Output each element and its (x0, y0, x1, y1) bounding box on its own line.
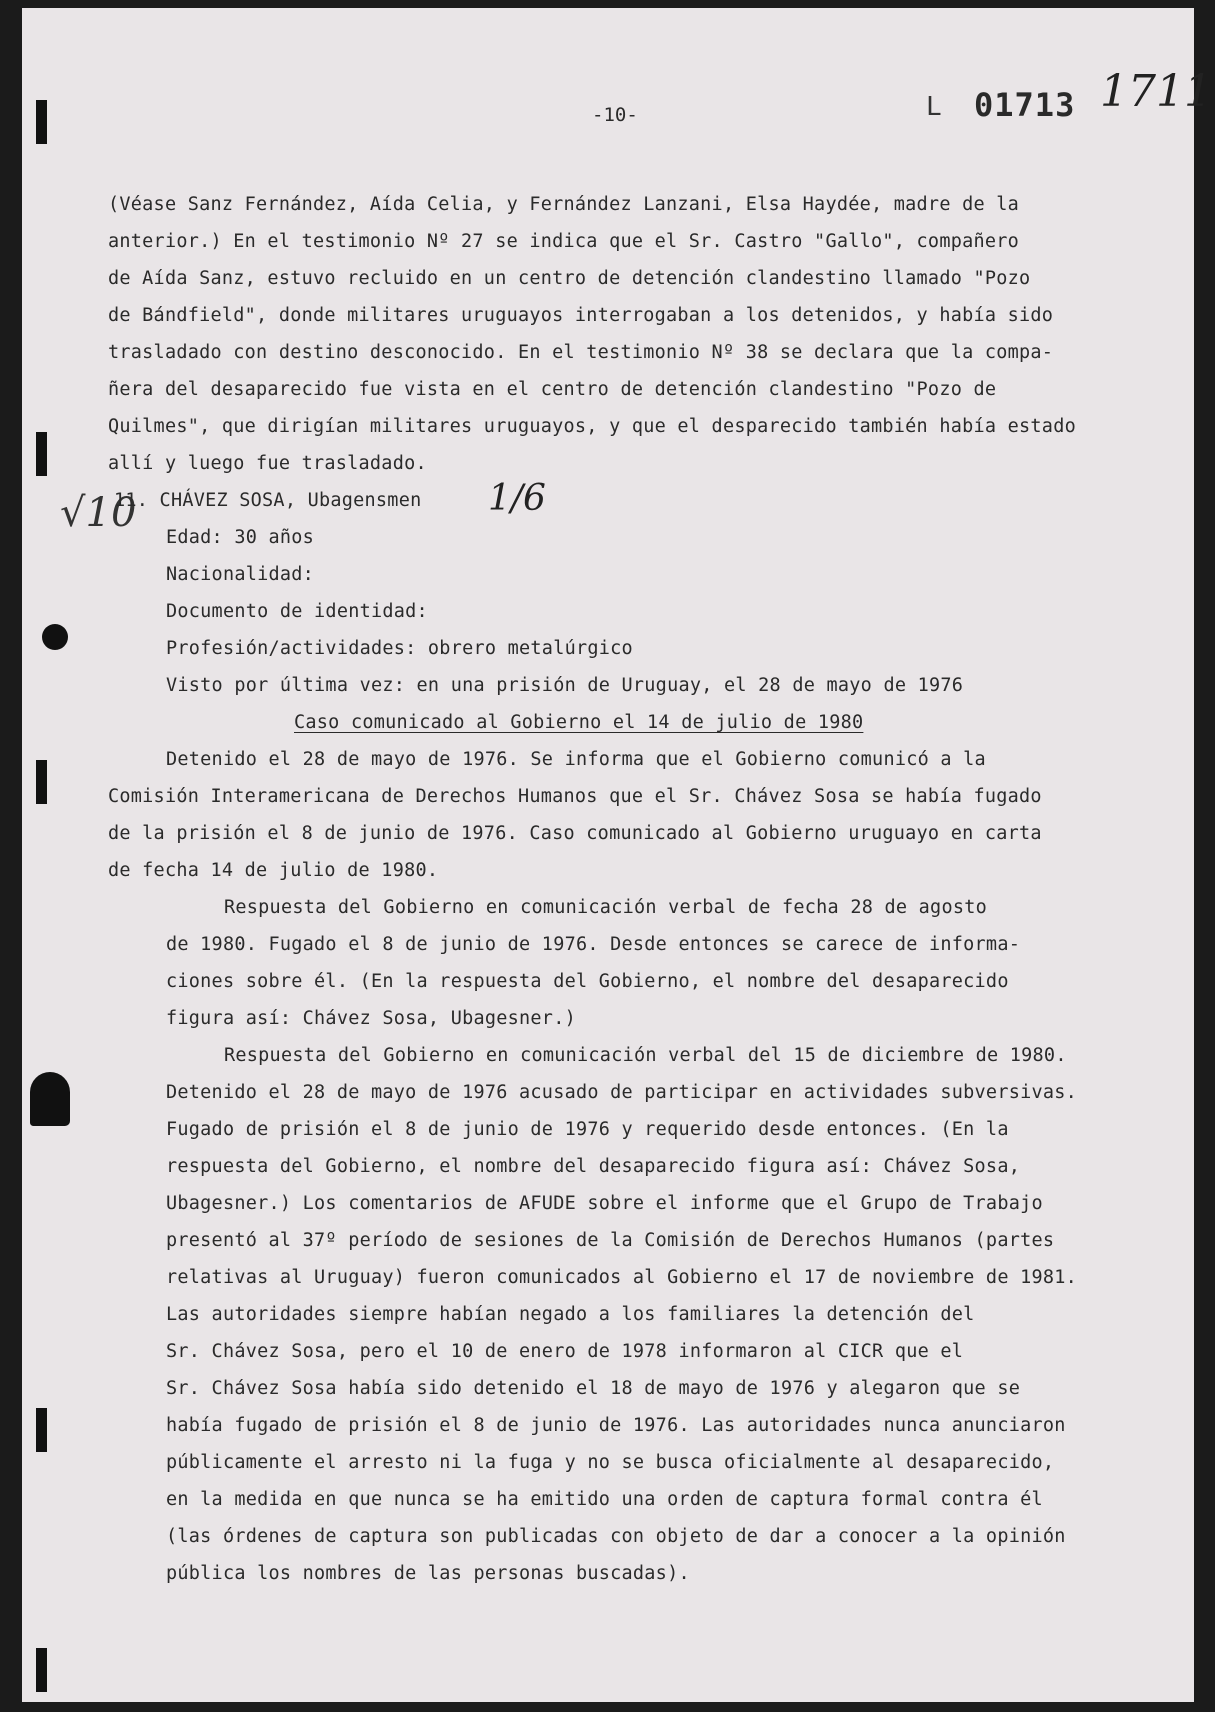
handwritten-margin-note: √10 (60, 490, 137, 536)
body-line: Detenido el 28 de mayo de 1976 acusado de participar en actividades subversivas. (166, 1082, 1078, 1103)
body-line: trasladado con destino desconocido. En el testimonio Nº 38 se declara que la compa- (108, 342, 1054, 363)
body-line: figura así: Chávez Sosa, Ubagesner.) (166, 1008, 576, 1029)
body-line: anterior.) En el testimonio Nº 27 se indica que el Sr. Castro "Gallo", compañero (108, 231, 1020, 252)
body-line: Detenido el 28 de mayo de 1976. Se informa que el Gobierno comunicó a la (166, 749, 986, 770)
binder-mark (36, 760, 47, 804)
body-line: había fugado de prisión el 8 de junio de 1976. Las autoridades nunca anunciaron (166, 1415, 1066, 1436)
body-line: públicamente el arresto ni la fuga y no se busca oficialmente al desaparecido, (166, 1452, 1055, 1473)
body-line: de 1980. Fugado el 8 de junio de 1976. Desde entonces se carece de informa- (166, 934, 1021, 955)
body-line: Fugado de prisión el 8 de junio de 1976 y requerido desde entonces. (En la (166, 1119, 1009, 1140)
body-line: relativas al Uruguay) fueron comunicados al Gobierno el 17 de noviembre de 1981. (166, 1267, 1078, 1288)
body-line: Sr. Chávez Sosa, pero el 10 de enero de 1978 informaron al CICR que el (166, 1341, 964, 1362)
body-line: Las autoridades siempre habían negado a los familiares la detención del (166, 1304, 975, 1325)
binder-mark (36, 100, 47, 144)
body-line: (Véase Sanz Fernández, Aída Celia, y Fernández Lanzani, Elsa Haydée, madre de la (108, 194, 1020, 215)
handwritten-page-number: 1711 (1100, 66, 1212, 117)
case-heading: 11. CHÁVEZ SOSA, Ubagensmen (114, 490, 422, 511)
field-identity-document: Documento de identidad: (166, 601, 428, 622)
binder-mark (36, 1648, 47, 1692)
body-line: pública los nombres de las personas buscadas). (166, 1563, 690, 1584)
handwritten-item-mark: 1/6 (488, 478, 546, 519)
body-line: de fecha 14 de julio de 1980. (108, 860, 439, 881)
body-line: de Bándfield", donde militares uruguayos interrogaban a los detenidos, y había sido (108, 305, 1054, 326)
body-line: presentó al 37º período de sesiones de la Comisión de Derechos Humanos (partes (166, 1230, 1055, 1251)
page-number: -10- (592, 104, 638, 126)
body-line: de la prisión el 8 de junio de 1976. Caso comunicado al Gobierno uruguayo en carta (108, 823, 1042, 844)
body-line: Comisión Interamericana de Derechos Humanos que el Sr. Chávez Sosa se había fugado (108, 786, 1042, 807)
body-line: Sr. Chávez Sosa había sido detenido el 18 de mayo de 1976 y alegaron que se (166, 1378, 1021, 1399)
field-nationality: Nacionalidad: (166, 564, 315, 585)
body-line: Ubagesner.) Los comentarios de AFUDE sobre el informe que el Grupo de Trabajo (166, 1193, 1043, 1214)
body-line: allí y luego fue trasladado. (108, 453, 427, 474)
doc-prefix: L (926, 92, 942, 122)
binder-clip-mark (30, 1072, 70, 1126)
body-line: en la medida en que nunca se ha emitido una orden de captura formal contra él (166, 1489, 1043, 1510)
body-line: ñera del desaparecido fue vista en el centro de detención clandestino "Pozo de (108, 379, 997, 400)
body-line: respuesta del Gobierno, el nombre del desaparecido figura así: Chávez Sosa, (166, 1156, 1021, 1177)
field-last-seen: Visto por última vez: en una prisión de Uruguay, el 28 de mayo de 1976 (166, 675, 964, 696)
document-page (22, 8, 1212, 1702)
case-communicated-heading: Caso comunicado al Gobierno el 14 de julio de 1980 (294, 712, 864, 733)
document-number: 01713 (974, 86, 1076, 124)
binder-mark (36, 432, 47, 476)
body-line: Respuesta del Gobierno en comunicación verbal del 15 de diciembre de 1980. (224, 1045, 1067, 1066)
body-line: Respuesta del Gobierno en comunicación verbal de fecha 28 de agosto (224, 897, 987, 918)
binder-mark (36, 1408, 47, 1452)
body-line: (las órdenes de captura son publicadas con objeto de dar a conocer a la opinión (166, 1526, 1066, 1547)
field-age: Edad: 30 años (166, 527, 315, 548)
field-profession: Profesión/actividades: obrero metalúrgico (166, 638, 633, 659)
body-line: Quilmes", que dirigían militares uruguayos, y que el desparecido también había estado (108, 416, 1076, 437)
body-line: de Aída Sanz, estuvo recluido en un centro de detención clandestino llamado "Pozo (108, 268, 1031, 289)
punch-hole-mark (42, 624, 68, 650)
body-line: ciones sobre él. (En la respuesta del Gobierno, el nombre del desaparecido (166, 971, 1009, 992)
